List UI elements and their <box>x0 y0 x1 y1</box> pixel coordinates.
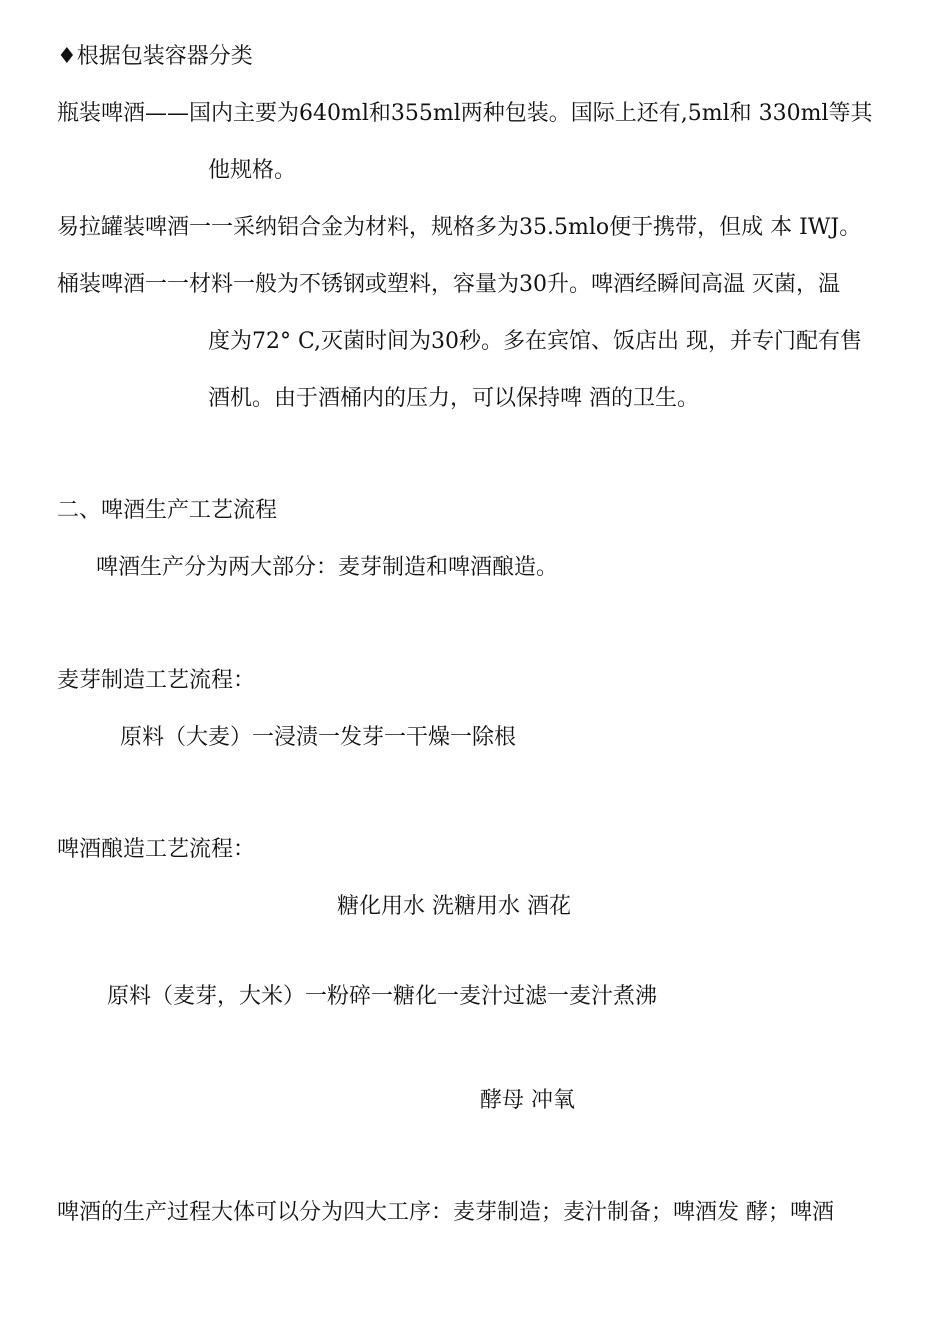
packaging-heading: ♦根据包装容器分类 <box>57 44 253 69</box>
production-stages-line: 啤酒的生产过程大体可以分为四大工序：麦芽制造；麦汁制备；啤酒发 酵；啤酒 <box>57 1200 834 1225</box>
section-2-title: 二、啤酒生产工艺流程 <box>57 498 278 523</box>
bottled-beer-line-2: 他规格。 <box>208 158 297 183</box>
section-2-intro: 啤酒生产分为两大部分：麦芽制造和啤酒酿造。 <box>96 555 559 580</box>
brewing-process-title: 啤酒酿造工艺流程： <box>57 837 256 862</box>
barrel-beer-line-1: 桶装啤酒一一材料一般为不锈钢或塑料，容量为30升。啤酒经瞬间高温 灭菌，温 <box>57 272 840 297</box>
bottled-beer-line-1: 瓶装啤酒——国内主要为640ml和355ml两种包装。国际上还有,5ml和 330ml等其 <box>57 101 873 126</box>
malt-process-flow: 原料（大麦）一浸渍一发芽一干燥一除根 <box>120 725 517 750</box>
brewing-process-flow: 原料（麦芽，大米）一粉碎一糖化一麦汁过滤一麦汁煮沸 <box>107 984 658 1009</box>
barrel-beer-line-3: 酒机。由于酒桶内的压力，可以保持啤 酒的卫生。 <box>208 386 699 411</box>
barrel-beer-line-2: 度为72° C,灭菌时间为30秒。多在宾馆、饭店出 现，并专门配有售 <box>208 329 863 354</box>
brewing-inputs-bottom: 酵母 冲氧 <box>480 1088 575 1113</box>
brewing-inputs-top: 糖化用水 洗糖用水 酒花 <box>337 894 571 919</box>
malt-process-title: 麦芽制造工艺流程： <box>57 668 256 693</box>
canned-beer-line-1: 易拉罐装啤酒一一采纳铝合金为材料，规格多为35.5mlo便于携带，但成 本 IWJ。 <box>57 215 862 240</box>
